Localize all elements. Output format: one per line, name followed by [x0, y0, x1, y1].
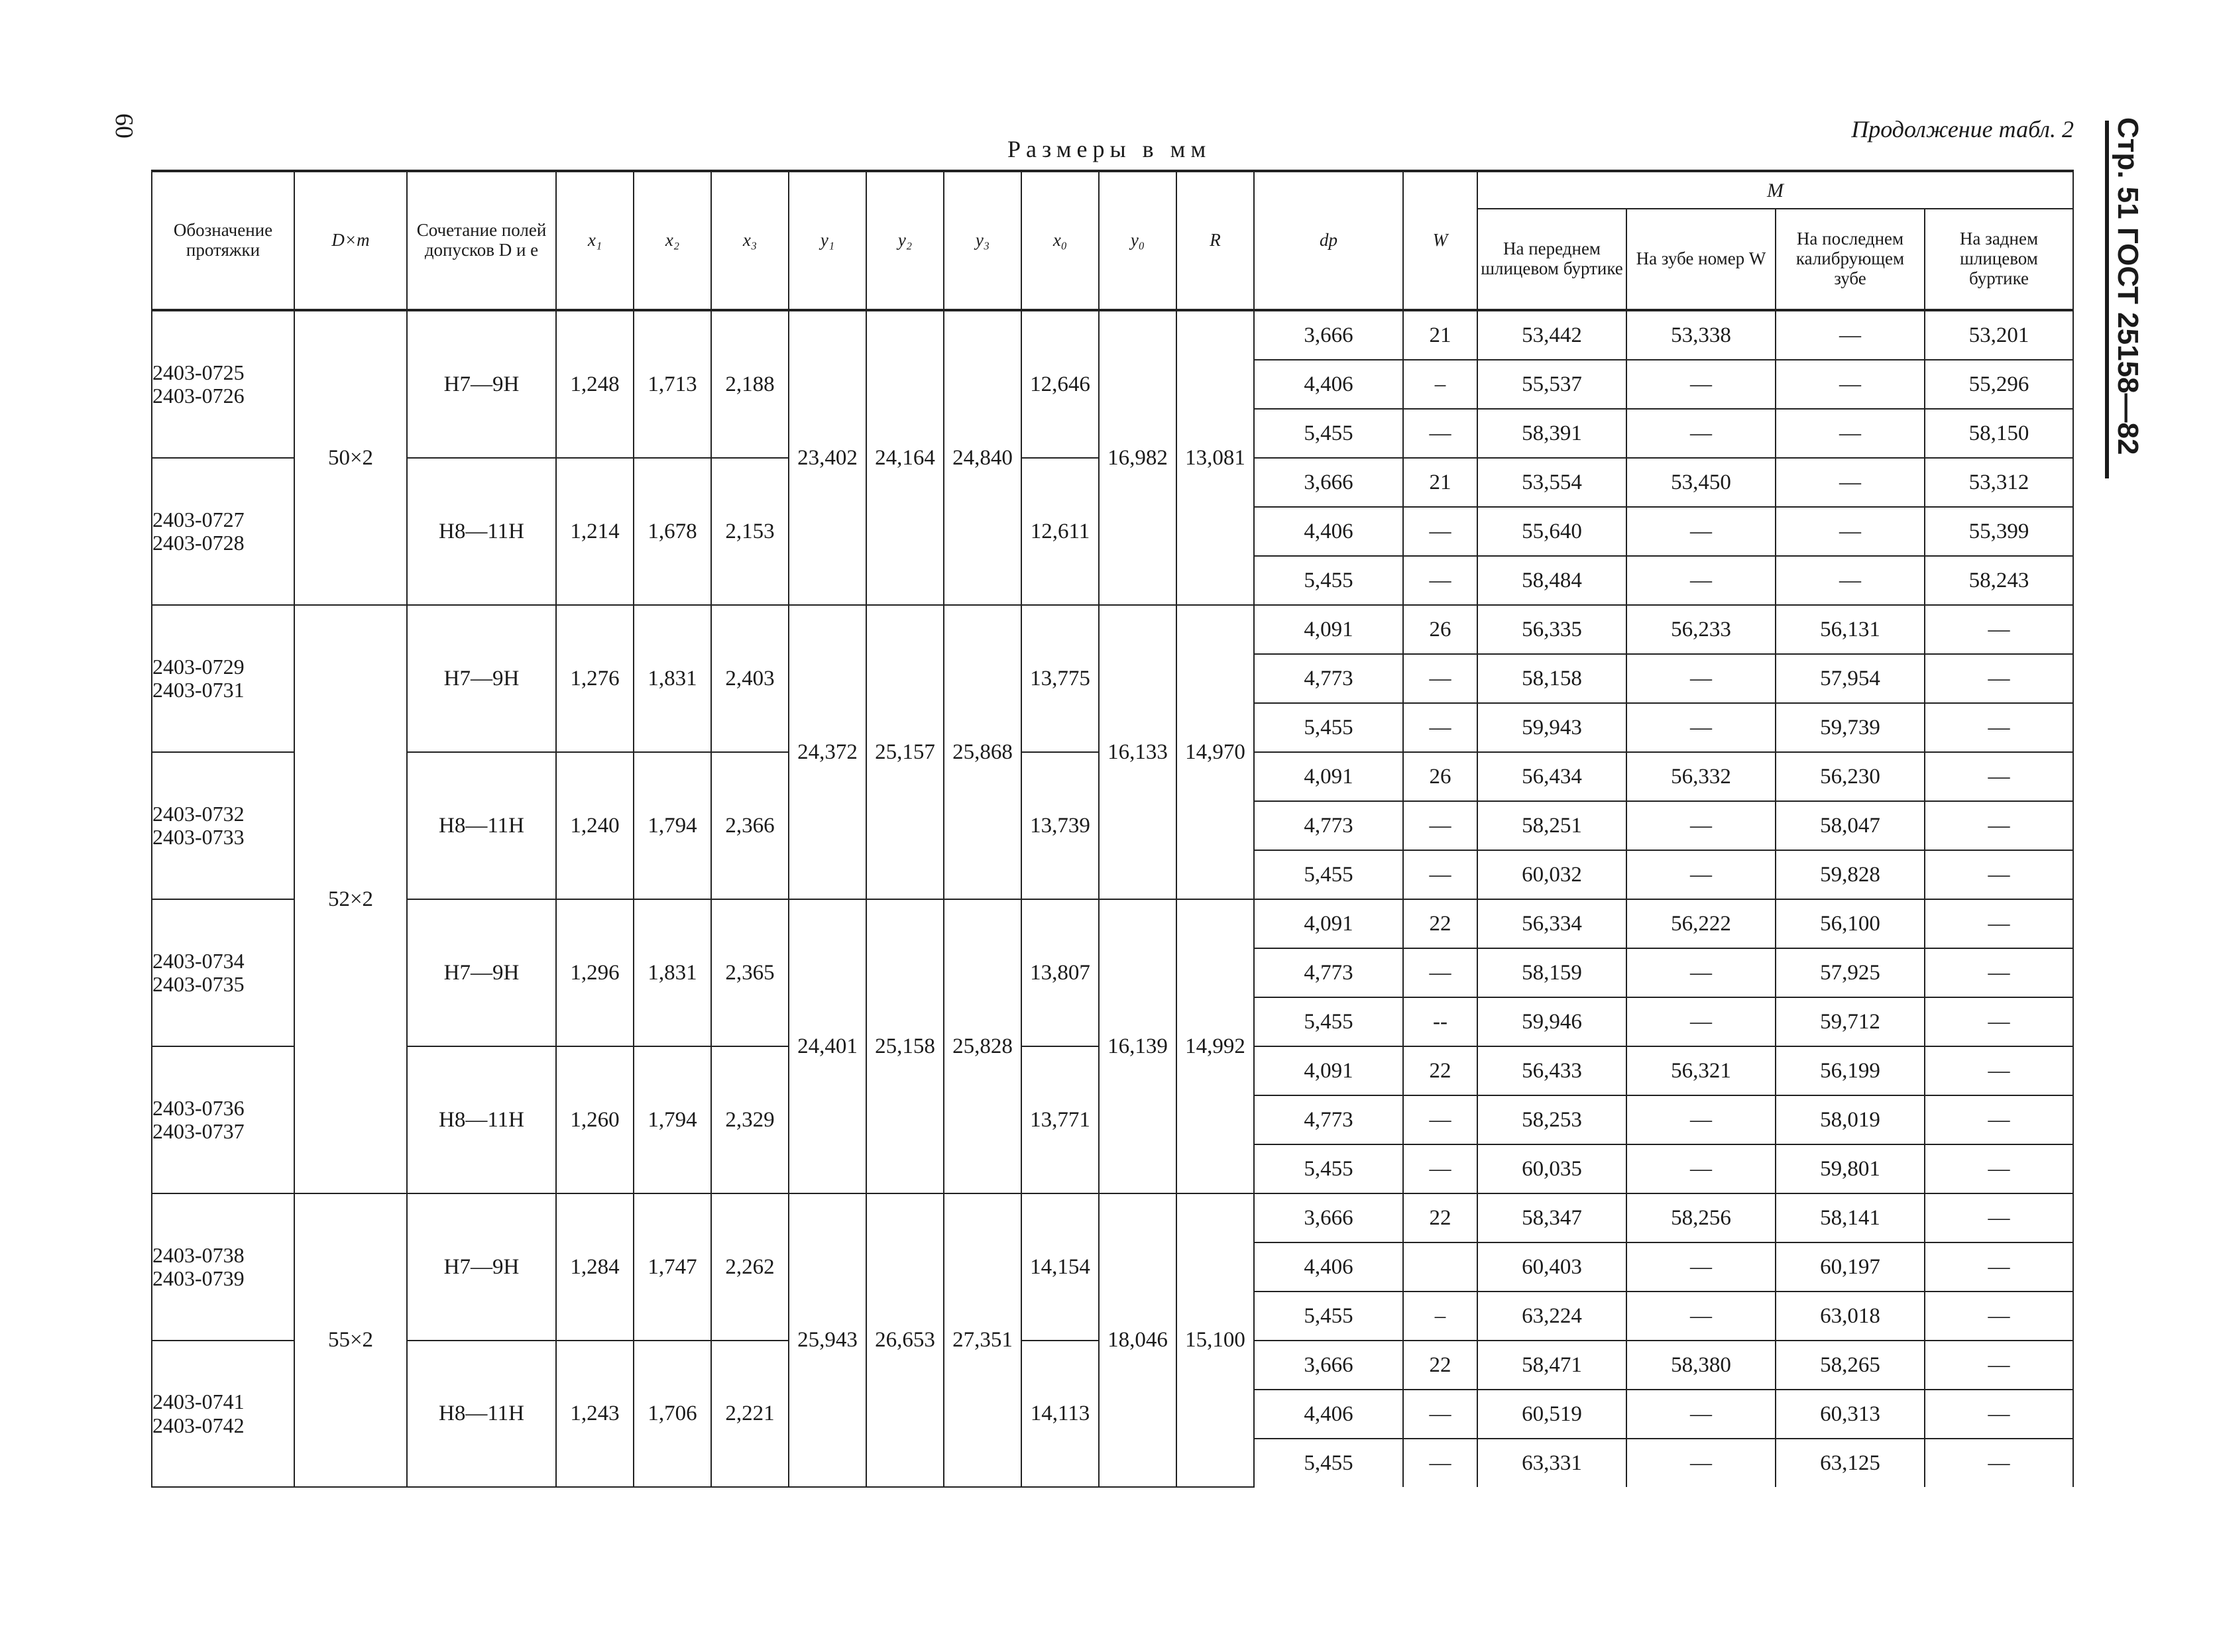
designation-codes: [152, 605, 294, 752]
header-m-tooth: На зубе номер W: [1626, 209, 1776, 310]
dp-value: 4,091: [1254, 1046, 1403, 1095]
m-last-value: 59,801: [1776, 1144, 1925, 1193]
m-rear-value: —: [1925, 1046, 2073, 1095]
x3-value: 2,365: [711, 899, 789, 1046]
dp-value: 5,455: [1254, 1292, 1403, 1341]
w-value: 21: [1403, 458, 1477, 507]
header-y2: y₂: [866, 171, 944, 310]
m-rear-value: —: [1925, 1095, 2073, 1144]
header-m-last: На последнем калибрующем зубе: [1776, 209, 1925, 310]
m-front-value: 60,032: [1477, 850, 1626, 899]
designation-code: 2403-0736: [152, 1095, 245, 1120]
w-value: —: [1403, 948, 1477, 997]
m-rear-value: —: [1925, 899, 2073, 948]
m-front-value: 59,946: [1477, 997, 1626, 1046]
m-front-value: 56,334: [1477, 899, 1626, 948]
m-tooth-value: —: [1626, 556, 1776, 605]
dp-value: 4,091: [1254, 605, 1403, 654]
x1-value: 1,240: [556, 752, 634, 899]
x1-value: 1,214: [556, 458, 634, 605]
designation-codes: [152, 899, 294, 1046]
w-value: —: [1403, 1439, 1477, 1487]
header-m-rear: На заднем шлицевом буртике: [1925, 209, 2073, 310]
m-rear-value: —: [1925, 997, 2073, 1046]
m-rear-value: —: [1925, 703, 2073, 752]
table-body: [152, 310, 2073, 1487]
designation-codes: [152, 1341, 294, 1487]
w-value: 22: [1403, 1341, 1477, 1390]
tolerance-value: Н8—11Н: [407, 1341, 556, 1487]
m-tooth-value: —: [1626, 948, 1776, 997]
w-value: --: [1403, 997, 1477, 1046]
m-tooth-value: —: [1626, 850, 1776, 899]
m-front-value: 56,433: [1477, 1046, 1626, 1095]
w-value: 22: [1403, 1193, 1477, 1242]
dp-value: 4,406: [1254, 360, 1403, 409]
x3-value: 2,403: [711, 605, 789, 752]
tolerance-value: Н7—9Н: [407, 899, 556, 1046]
m-tooth-value: —: [1626, 1439, 1776, 1487]
m-rear-value: 53,312: [1925, 458, 2073, 507]
m-last-value: —: [1776, 409, 1925, 458]
m-last-value: 58,141: [1776, 1193, 1925, 1242]
m-tooth-value: —: [1626, 507, 1776, 556]
m-tooth-value: 53,338: [1626, 310, 1776, 360]
m-last-value: 57,954: [1776, 654, 1925, 703]
m-last-value: 57,925: [1776, 948, 1925, 997]
m-last-value: 60,197: [1776, 1242, 1925, 1292]
m-tooth-value: 56,233: [1626, 605, 1776, 654]
m-tooth-value: 56,332: [1626, 752, 1776, 801]
y1-value: 23,402: [789, 310, 866, 605]
tolerance-value: Н7—9Н: [407, 310, 556, 458]
y3-value: 25,828: [944, 899, 1021, 1193]
m-last-value: —: [1776, 310, 1925, 360]
m-front-value: 53,554: [1477, 458, 1626, 507]
header-x0: x₀: [1021, 171, 1099, 310]
standard-label: Стр. 51 ГОСТ 25158—82: [2112, 117, 2144, 455]
x1-value: 1,276: [556, 605, 634, 752]
w-value: –: [1403, 1292, 1477, 1341]
m-tooth-value: —: [1626, 409, 1776, 458]
tolerance-value: Н7—9Н: [407, 605, 556, 752]
m-front-value: 58,253: [1477, 1095, 1626, 1144]
w-value: —: [1403, 409, 1477, 458]
x2-value: 1,831: [634, 899, 711, 1046]
x2-value: 1,794: [634, 1046, 711, 1193]
m-front-value: 58,158: [1477, 654, 1626, 703]
dp-value: 5,455: [1254, 409, 1403, 458]
dimensions-table: [151, 170, 2074, 1488]
dp-value: 4,773: [1254, 654, 1403, 703]
designation-code: 2403-0738: [152, 1242, 245, 1267]
designation-code: 2403-0729: [152, 654, 245, 679]
designation-codes: [152, 1193, 294, 1341]
designation-code: 2403-0728: [152, 531, 245, 555]
m-front-value: 59,943: [1477, 703, 1626, 752]
tolerance-value: Н8—11Н: [407, 752, 556, 899]
m-last-value: 59,739: [1776, 703, 1925, 752]
m-rear-value: 53,201: [1925, 310, 2073, 360]
dp-value: 3,666: [1254, 1193, 1403, 1242]
m-tooth-value: —: [1626, 1242, 1776, 1292]
header-r: R: [1176, 171, 1254, 310]
designation-code: 2403-0742: [152, 1413, 245, 1437]
x0-value: 12,611: [1021, 458, 1099, 605]
designation-codes: [152, 752, 294, 899]
dp-value: 4,091: [1254, 752, 1403, 801]
designation-codes: [152, 458, 294, 605]
dp-value: 3,666: [1254, 458, 1403, 507]
m-rear-value: —: [1925, 752, 2073, 801]
r-value: 14,992: [1176, 899, 1254, 1193]
m-front-value: 58,251: [1477, 801, 1626, 850]
x2-value: 1,678: [634, 458, 711, 605]
x0-value: 13,807: [1021, 899, 1099, 1046]
dp-value: 4,091: [1254, 899, 1403, 948]
y2-value: 26,653: [866, 1193, 944, 1487]
w-value: —: [1403, 556, 1477, 605]
y0-value: 18,046: [1099, 1193, 1176, 1487]
m-last-value: —: [1776, 458, 1925, 507]
continuation-note: Продолжение табл. 2: [1851, 116, 2074, 142]
m-last-value: —: [1776, 360, 1925, 409]
header-y1: y₁: [789, 171, 866, 310]
y0-value: 16,982: [1099, 310, 1176, 605]
designation-code: 2403-0726: [152, 384, 245, 408]
tolerance-value: Н8—11Н: [407, 458, 556, 605]
r-value: 14,970: [1176, 605, 1254, 899]
header-designation: Обозначение протяжки: [152, 171, 294, 310]
m-tooth-value: —: [1626, 1095, 1776, 1144]
page-number: 60: [110, 113, 138, 138]
header-m-front: На переднем шлицевом буртике: [1477, 209, 1626, 310]
dp-value: 4,406: [1254, 507, 1403, 556]
table-row: [152, 310, 2073, 360]
m-tooth-value: 53,450: [1626, 458, 1776, 507]
m-tooth-value: 56,321: [1626, 1046, 1776, 1095]
dp-value: 5,455: [1254, 1144, 1403, 1193]
header-dp: dp: [1254, 171, 1403, 310]
x2-value: 1,706: [634, 1341, 711, 1487]
table-row: [152, 1193, 2073, 1242]
x2-value: 1,831: [634, 605, 711, 752]
designation-code: 2403-0739: [152, 1266, 245, 1290]
m-rear-value: —: [1925, 850, 2073, 899]
y0-value: 16,139: [1099, 899, 1176, 1193]
designation-code: 2403-0732: [152, 801, 245, 826]
w-value: —: [1403, 1144, 1477, 1193]
dxm-value: 50×2: [294, 310, 407, 605]
w-value: —: [1403, 1095, 1477, 1144]
header-x1: x₁: [556, 171, 634, 310]
y3-value: 27,351: [944, 1193, 1021, 1487]
w-value: —: [1403, 801, 1477, 850]
w-value: —: [1403, 1390, 1477, 1439]
designation-code: 2403-0734: [152, 948, 245, 973]
designation-code: 2403-0725: [152, 360, 245, 384]
side-label: [2108, 117, 2147, 478]
m-front-value: 63,331: [1477, 1439, 1626, 1487]
designation-code: 2403-0733: [152, 825, 245, 849]
x3-value: 2,221: [711, 1341, 789, 1487]
dp-value: 4,773: [1254, 801, 1403, 850]
w-value: 26: [1403, 605, 1477, 654]
y3-value: 24,840: [944, 310, 1021, 605]
x1-value: 1,248: [556, 310, 634, 458]
m-last-value: 56,100: [1776, 899, 1925, 948]
m-rear-value: —: [1925, 605, 2073, 654]
m-tooth-value: —: [1626, 1144, 1776, 1193]
w-value: —: [1403, 703, 1477, 752]
table-row: [152, 605, 2073, 654]
y1-value: 25,943: [789, 1193, 866, 1487]
designation-codes: [152, 1046, 294, 1193]
m-rear-value: 55,296: [1925, 360, 2073, 409]
m-rear-value: —: [1925, 1193, 2073, 1242]
dp-value: 4,773: [1254, 948, 1403, 997]
m-tooth-value: —: [1626, 1292, 1776, 1341]
x1-value: 1,243: [556, 1341, 634, 1487]
x2-value: 1,747: [634, 1193, 711, 1341]
w-value: [1403, 1242, 1477, 1292]
w-value: —: [1403, 507, 1477, 556]
dxm-value: 55×2: [294, 1193, 407, 1487]
m-rear-value: —: [1925, 948, 2073, 997]
designation-code: 2403-0741: [152, 1390, 245, 1414]
header-x3: x₃: [711, 171, 789, 310]
dp-value: 4,406: [1254, 1390, 1403, 1439]
dp-value: 3,666: [1254, 1341, 1403, 1390]
m-rear-value: —: [1925, 1341, 2073, 1390]
x3-value: 2,366: [711, 752, 789, 899]
dp-value: 5,455: [1254, 703, 1403, 752]
m-last-value: 58,047: [1776, 801, 1925, 850]
y2-value: 25,158: [866, 899, 944, 1193]
m-front-value: 58,484: [1477, 556, 1626, 605]
m-front-value: 56,434: [1477, 752, 1626, 801]
header-y0: y₀: [1099, 171, 1176, 310]
m-front-value: 60,403: [1477, 1242, 1626, 1292]
m-front-value: 55,640: [1477, 507, 1626, 556]
m-tooth-value: —: [1626, 654, 1776, 703]
m-rear-value: —: [1925, 1390, 2073, 1439]
m-rear-value: —: [1925, 801, 2073, 850]
m-front-value: 58,471: [1477, 1341, 1626, 1390]
m-tooth-value: —: [1626, 801, 1776, 850]
x1-value: 1,260: [556, 1046, 634, 1193]
m-rear-value: 58,243: [1925, 556, 2073, 605]
table-row: [152, 899, 2073, 948]
m-front-value: 63,224: [1477, 1292, 1626, 1341]
units-note: Размеры в мм: [1007, 136, 1212, 162]
designation-code: 2403-0727: [152, 507, 245, 531]
y3-value: 25,868: [944, 605, 1021, 899]
m-last-value: 56,131: [1776, 605, 1925, 654]
m-last-value: 58,265: [1776, 1341, 1925, 1390]
m-last-value: —: [1776, 507, 1925, 556]
header-y3: y₃: [944, 171, 1021, 310]
x3-value: 2,329: [711, 1046, 789, 1193]
m-tooth-value: —: [1626, 1390, 1776, 1439]
m-tooth-value: —: [1626, 703, 1776, 752]
m-rear-value: —: [1925, 1439, 2073, 1487]
m-last-value: 56,199: [1776, 1046, 1925, 1095]
m-tooth-value: 56,222: [1626, 899, 1776, 948]
designation-code: 2403-0731: [152, 678, 245, 702]
x0-value: 13,775: [1021, 605, 1099, 752]
dp-value: 5,455: [1254, 997, 1403, 1046]
m-tooth-value: —: [1626, 997, 1776, 1046]
m-rear-value: 55,399: [1925, 507, 2073, 556]
x3-value: 2,153: [711, 458, 789, 605]
w-value: 22: [1403, 899, 1477, 948]
w-value: 21: [1403, 310, 1477, 360]
m-last-value: 56,230: [1776, 752, 1925, 801]
w-value: 22: [1403, 1046, 1477, 1095]
m-tooth-value: —: [1626, 360, 1776, 409]
x1-value: 1,284: [556, 1193, 634, 1341]
x3-value: 2,188: [711, 310, 789, 458]
m-front-value: 58,347: [1477, 1193, 1626, 1242]
y2-value: 25,157: [866, 605, 944, 899]
designation-codes: [152, 310, 294, 458]
y2-value: 24,164: [866, 310, 944, 605]
x0-value: 14,113: [1021, 1341, 1099, 1487]
x1-value: 1,296: [556, 899, 634, 1046]
header-m: M: [1477, 171, 2073, 209]
m-front-value: 60,519: [1477, 1390, 1626, 1439]
r-value: 13,081: [1176, 310, 1254, 605]
m-front-value: 55,537: [1477, 360, 1626, 409]
m-rear-value: —: [1925, 1292, 2073, 1341]
m-front-value: 58,391: [1477, 409, 1626, 458]
m-rear-value: —: [1925, 654, 2073, 703]
x2-value: 1,713: [634, 310, 711, 458]
dp-value: 4,773: [1254, 1095, 1403, 1144]
m-rear-value: 58,150: [1925, 409, 2073, 458]
header-x2: x₂: [634, 171, 711, 310]
tolerance-value: Н8—11Н: [407, 1046, 556, 1193]
x0-value: 14,154: [1021, 1193, 1099, 1341]
header-w: W: [1403, 171, 1477, 310]
m-last-value: 58,019: [1776, 1095, 1925, 1144]
dxm-value: 52×2: [294, 605, 407, 1193]
m-tooth-value: 58,256: [1626, 1193, 1776, 1242]
dp-value: 5,455: [1254, 850, 1403, 899]
r-value: 15,100: [1176, 1193, 1254, 1487]
w-value: —: [1403, 850, 1477, 899]
dp-value: 5,455: [1254, 556, 1403, 605]
dp-value: 4,406: [1254, 1242, 1403, 1292]
m-last-value: 60,313: [1776, 1390, 1925, 1439]
dp-value: 5,455: [1254, 1439, 1403, 1487]
m-rear-value: —: [1925, 1242, 2073, 1292]
designation-code: 2403-0737: [152, 1119, 245, 1143]
y1-value: 24,401: [789, 899, 866, 1193]
m-last-value: 59,712: [1776, 997, 1925, 1046]
m-rear-value: —: [1925, 1144, 2073, 1193]
w-value: 26: [1403, 752, 1477, 801]
x0-value: 13,739: [1021, 752, 1099, 899]
x0-value: 12,646: [1021, 310, 1099, 458]
m-front-value: 60,035: [1477, 1144, 1626, 1193]
dp-value: 3,666: [1254, 310, 1403, 360]
header-tolerance: Сочетание полей допусков D и e: [407, 171, 556, 310]
m-tooth-value: 58,380: [1626, 1341, 1776, 1390]
m-last-value: 63,125: [1776, 1439, 1925, 1487]
m-front-value: 58,159: [1477, 948, 1626, 997]
y1-value: 24,372: [789, 605, 866, 899]
w-value: –: [1403, 360, 1477, 409]
y0-value: 16,133: [1099, 605, 1176, 899]
w-value: —: [1403, 654, 1477, 703]
header-dxm: D×m: [294, 171, 407, 310]
designation-code: 2403-0735: [152, 972, 245, 996]
x0-value: 13,771: [1021, 1046, 1099, 1193]
tolerance-value: Н7—9Н: [407, 1193, 556, 1341]
m-front-value: 56,335: [1477, 605, 1626, 654]
m-last-value: 63,018: [1776, 1292, 1925, 1341]
m-last-value: —: [1776, 556, 1925, 605]
m-last-value: 59,828: [1776, 850, 1925, 899]
m-front-value: 53,442: [1477, 310, 1626, 360]
x3-value: 2,262: [711, 1193, 789, 1341]
x2-value: 1,794: [634, 752, 711, 899]
